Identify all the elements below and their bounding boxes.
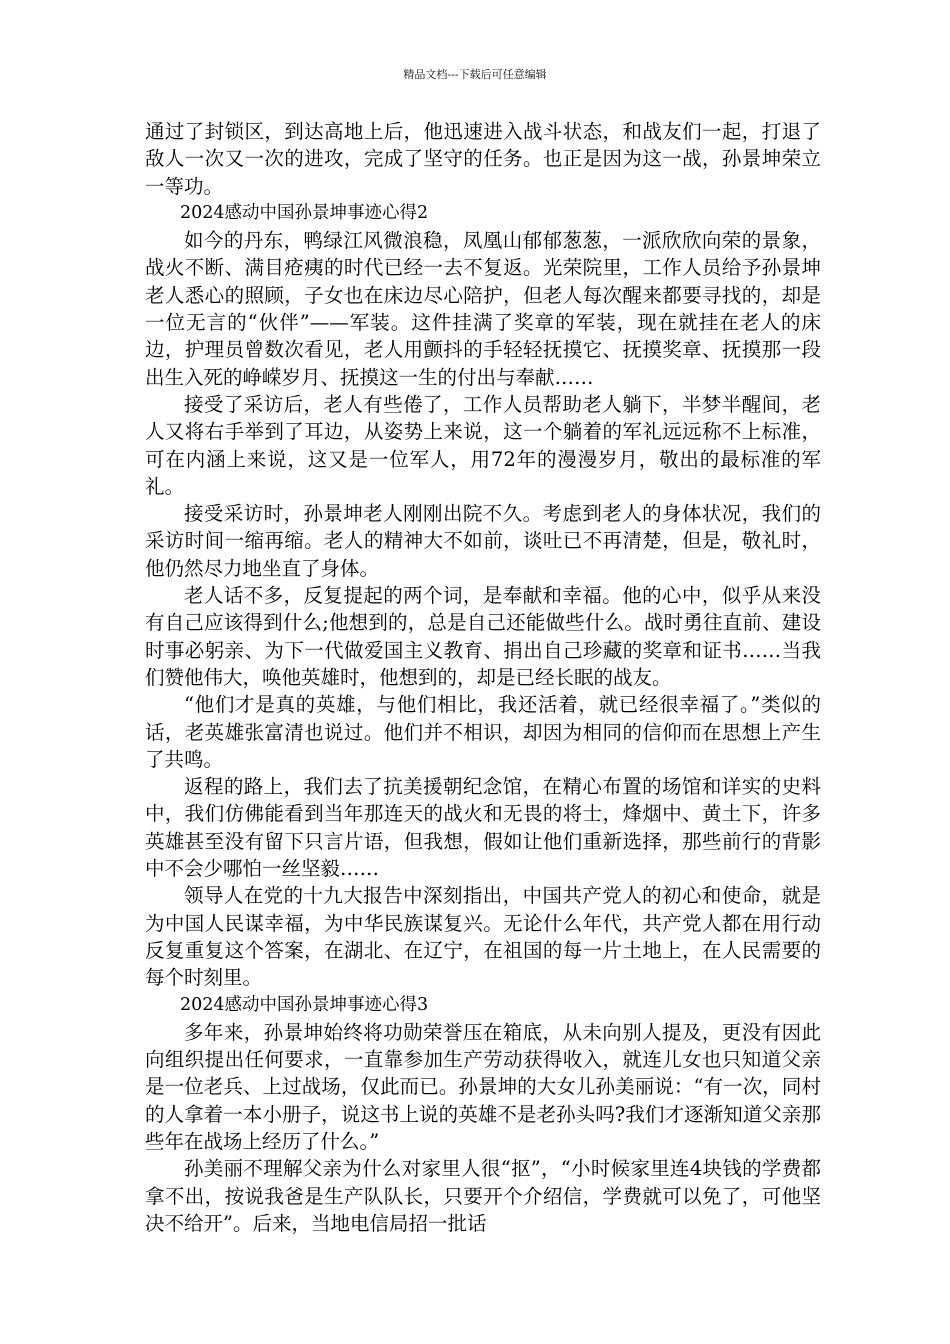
paragraph: 接受了采访后，老人有些倦了，工作人员帮助老人躺下，半梦半醒间，老人又将右手举到了耳边，从姿势上来说，这一个躺着的军礼远远称不上标准，可在内涵上来说，这又是一位军人，用72年的漫漫岁月，敬出的最标准的军礼。	[145, 392, 821, 498]
paragraph: “他们才是真的英雄，与他们相比，我还活着，就已经很幸福了。”类似的话，老英雄张富清也说过。他们并不相识，却因为相同的信仰而在思想上产生了共鸣。	[145, 693, 821, 771]
section-heading-2: 2024感动中国孙景坤事迹心得2	[180, 202, 429, 223]
paragraph: 老人话不多，反复提起的两个词，是奉献和幸福。他的心中，似乎从来没有自己应该得到什么;他想到的，总是自己还能做些什么。战时勇往直前、建设时事必躬亲、为下一代做爱国主义教育、捐出自己珍藏的奖章和证书……当我们赞他伟大，唤他英雄时，他想到的，却是已经长眠的战友。	[145, 584, 821, 689]
section-heading-3: 2024感动中国孙景坤事迹心得3	[180, 994, 429, 1015]
page-header: 精品文档---下载后可任意编辑	[403, 68, 547, 81]
paragraph: 领导人在党的十九大报告中深刻指出，中国共产党人的初心和使命，就是为中国人民谋幸福，为中华民族谋复兴。无论什么年代，共产党人都在用行动反复重复这个答案，在湖北、在辽宁，在祖国的每一片土地上，在人民需要的每个时刻里。	[145, 884, 821, 990]
paragraph: 返程的路上，我们去了抗美援朝纪念馆，在精心布置的场馆和详实的史料中，我们仿佛能看到当年那连天的战火和无畏的将士，烽烟中、黄土下，许多英雄甚至没有留下只言片语，但我想，假如让他们重新选择，那些前行的背影中不会少哪怕一丝坚毅……	[145, 775, 821, 881]
paragraph-continuation: 通过了封锁区，到达高地上后，他迅速进入战斗状态，和战友们一起，打退了敌人一次又一次的进攻，完成了坚守的任务。也正是因为这一战，孙景坤荣立一等功。	[145, 120, 821, 198]
paragraph: 孙美丽不理解父亲为什么对家里人很“抠”，“小时候家里连4块钱的学费都拿不出，按说我爸是生产队队长，只要开个介绍信，学费就可以免了，可他坚决不给开”。后来，当地电信局招一批话	[145, 1157, 821, 1235]
paragraph: 多年来，孙景坤始终将功勋荣誉压在箱底，从未向别人提及，更没有因此向组织提出任何要求，一直靠参加生产劳动获得收入，就连儿女也只知道父亲是一位老兵、上过战场，仅此而已。孙景坤的大女儿孙美丽说：“有一次，同村的人拿着一本小册子，说这书上说的英雄不是老孙头吗?我们才逐渐知道父亲那些年在战场上经历了什么。”	[145, 1020, 821, 1153]
document-body	[145, 118, 821, 1237]
paragraph: 接受采访时，孙景坤老人刚刚出院不久。考虑到老人的身体状况，我们的采访时间一缩再缩。老人的精神大不如前，谈吐已不再清楚，但是，敬礼时，他仍然尽力地坐直了身体。	[145, 502, 821, 580]
paragraph: 如今的丹东，鸭绿江风微浪稳，凤凰山郁郁葱葱，一派欣欣向荣的景象，战火不断、满目疮痍的时代已经一去不复返。光荣院里，工作人员给予孙景坤老人悉心的照顾，子女也在床边尽心陪护，但老人每次醒来都要寻找的，却是一位无言的“伙伴”——军装。这件挂满了奖章的军装，现在就挂在老人的床边，护理员曾数次看见，老人用颤抖的手轻轻抚摸它、抚摸奖章、抚摸那一段出生入死的峥嵘岁月、抚摸这一生的付出与奉献……	[145, 229, 821, 389]
